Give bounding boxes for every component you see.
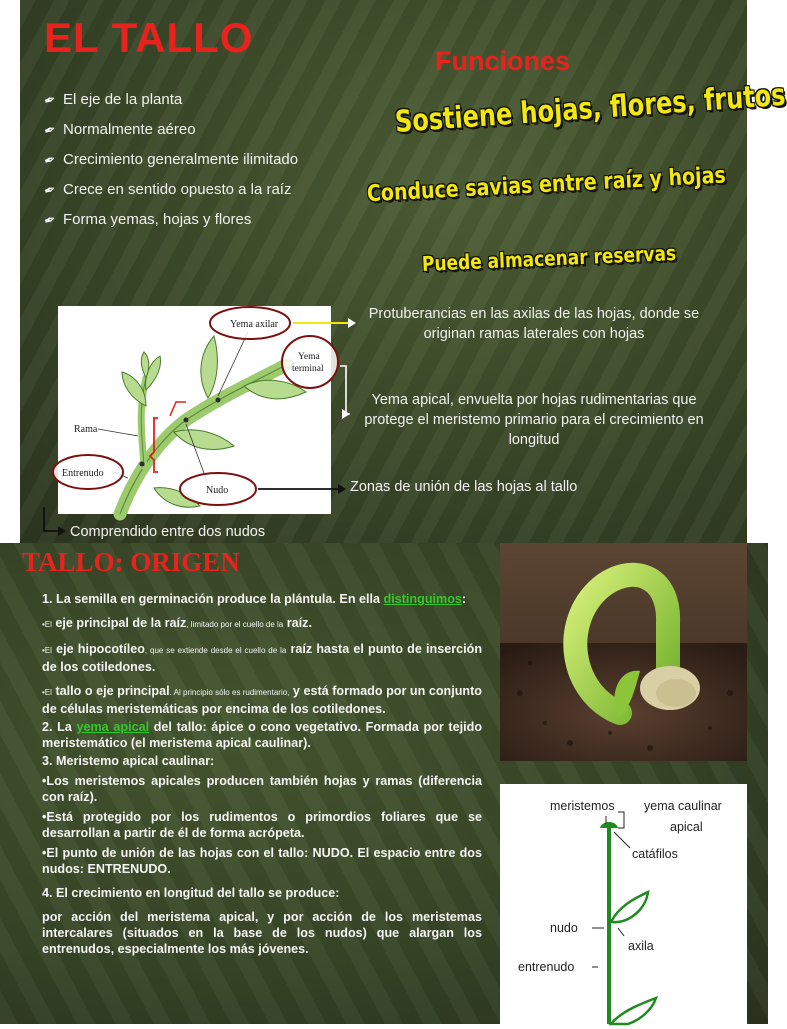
label-nudo: nudo <box>550 921 578 935</box>
small-text: , que se extiende desde el cuello de la <box>144 646 287 655</box>
text: eje hipocotíleo <box>56 642 145 656</box>
slide-tallo-origen <box>0 543 768 1024</box>
paragraph-meristemo-heading: 3. Meristemo apical caulinar: <box>42 754 215 768</box>
arrowhead-icon <box>348 318 356 328</box>
arrowhead-icon <box>342 409 350 419</box>
text: eje principal de la raíz <box>55 616 187 630</box>
annotation-yema-terminal: Yema apical, envuelta por hojas rudimentarias que protege el meristemo primario para el crecimiento en longitud <box>364 392 704 448</box>
list-item <box>41 114 298 144</box>
slide-el-tallo <box>20 0 787 543</box>
leaf <box>611 998 656 1024</box>
node-dot <box>140 462 145 467</box>
meristem-diagram <box>500 784 747 1024</box>
diagram-label-yema-axilar: Yema axilar <box>230 319 279 330</box>
text: y está formado por un conjunto de células meristemáticas por encima de los cotiledones. <box>42 684 482 716</box>
list-item-text: El eje de la planta <box>63 90 183 108</box>
slide-title: EL TALLO <box>44 14 254 61</box>
label-axila: axila <box>628 939 654 953</box>
list-item <box>41 144 299 174</box>
pen-bullet-icon: ✒ <box>41 209 59 229</box>
stem-diagram <box>58 306 331 514</box>
apical-bud <box>600 822 618 828</box>
label-meristemos: meristemos <box>550 799 615 813</box>
stem-illustration <box>58 306 331 514</box>
connector-yema-terminal <box>340 366 350 414</box>
origen-body-text <box>42 591 482 957</box>
pen-bullet-icon: ✒ <box>41 89 59 109</box>
diagram-label-rama: Rama <box>74 424 98 435</box>
text: raíz hasta el punto de inserción de los cotiledones. <box>42 642 483 674</box>
arrowhead-icon <box>338 484 346 494</box>
annotation-entrenudo: Comprendido entre dos nudos <box>70 524 266 540</box>
text: tallo o eje principal <box>55 684 170 698</box>
label-entrenudo: entrenudo <box>518 960 575 974</box>
paragraph-meristemo-1: •Los meristemos apicales producen también hojas y ramas (diferencia con raíz). <box>42 774 482 804</box>
node-dot <box>216 398 221 403</box>
arrowhead-icon <box>58 526 66 536</box>
list-item <box>41 204 298 234</box>
label-catafilos: catáfilos <box>632 847 678 861</box>
list-item-text: Forma yemas, hojas y flores <box>63 210 252 228</box>
bullet: •El <box>42 646 52 655</box>
funcion-sostiene: Sostiene hojas, flores, frutos <box>393 77 787 140</box>
text: : <box>461 592 467 606</box>
funciones-heading: Funciones <box>435 46 571 76</box>
text: 2. La <box>42 720 72 734</box>
seed-coat-shade <box>656 679 696 707</box>
text: 1. La semilla en germinación produce la plántula. En ella <box>42 592 381 606</box>
label-yema-caulinar: yema caulinar <box>644 799 722 813</box>
leaf <box>141 352 149 378</box>
diagram-label-nudo: Nudo <box>206 485 229 496</box>
list-item-text: Crecimiento generalmente ilimitado <box>63 150 299 168</box>
seedling-photo <box>500 543 747 761</box>
link-distinguimos[interactable]: distinguimos <box>383 592 462 606</box>
leaf <box>201 336 217 398</box>
pen-bullet-icon: ✒ <box>41 119 59 139</box>
annotation-yema-axilar: Protuberancias en las axilas de las hojas, donde se originan ramas laterales con hojas <box>368 306 700 342</box>
pen-bullet-icon: ✒ <box>41 149 59 169</box>
paragraph-yema-apical <box>42 719 482 751</box>
paragraph-hipocotileo <box>42 641 482 675</box>
meristem-illustration <box>500 784 747 1024</box>
paragraph-meristemo-2: •Está protegido por los rudimentos o primordios foliares que se desarrollan a partir de él de forma acrópeta. <box>42 810 482 840</box>
leaf <box>174 430 234 450</box>
funcion-almacena: Puede almacenar reservas <box>421 241 677 277</box>
label-oval-yema-terminal <box>282 336 338 388</box>
paragraph-crecimiento-heading: 4. El crecimiento en longitud del tallo se produce: <box>42 886 340 900</box>
list-item <box>41 174 298 204</box>
paragraph-meristemo-3: •El punto de unión de las hojas con el tallo: NUDO. El espacio entre dos nudos: ENTRENUDO. <box>42 846 482 876</box>
list-item-text: Crece en sentido opuesto a la raíz <box>63 180 292 198</box>
bracket-yema-caulinar <box>618 812 624 828</box>
slide-title: TALLO: ORIGEN <box>22 547 240 577</box>
label-apical: apical <box>670 820 703 834</box>
diagram-label-yema-terminal-1: Yema <box>298 352 320 362</box>
leaf <box>611 892 648 922</box>
link-yema-apical[interactable]: yema apical <box>76 720 150 734</box>
paragraph-1 <box>42 591 482 607</box>
annotation-nudo: Zonas de unión de las hojas al tallo <box>350 479 578 495</box>
small-text: , limitado por el cuello de la <box>186 620 284 629</box>
node-dot <box>184 418 189 423</box>
characteristics-list <box>41 84 299 234</box>
leader-line <box>618 928 624 936</box>
paragraph-crecimiento-body: por acción del meristema apical, y por acción de los meristemas intercalares (situados en la base de los nudos) que alargan los entrenudos, especialmente los más jóvenes. <box>42 910 482 956</box>
paragraph-eje-raiz <box>42 615 482 633</box>
paragraph-tallo-principal <box>42 683 482 717</box>
text: del tallo: ápice o cono vegetativo. Formada por tejido meristemático (el meristema apical caulinar). <box>42 720 483 750</box>
leaf <box>122 372 146 406</box>
diagram-label-entrenudo: Entrenudo <box>62 468 104 479</box>
leader-line <box>614 832 630 848</box>
pen-bullet-icon: ✒ <box>41 179 59 199</box>
diagram-label-yema-terminal-2: terminal <box>292 364 324 374</box>
small-text: . Al principio sólo es rudimentario, <box>169 688 290 697</box>
bullet: •El <box>42 688 52 697</box>
text: raíz. <box>286 616 312 630</box>
bullet: •El <box>42 620 52 629</box>
leader-line <box>98 429 138 436</box>
funcion-conduce: Conduce savias entre raíz y hojas <box>366 162 727 208</box>
list-item <box>41 84 298 114</box>
list-item-text: Normalmente aéreo <box>63 120 196 138</box>
